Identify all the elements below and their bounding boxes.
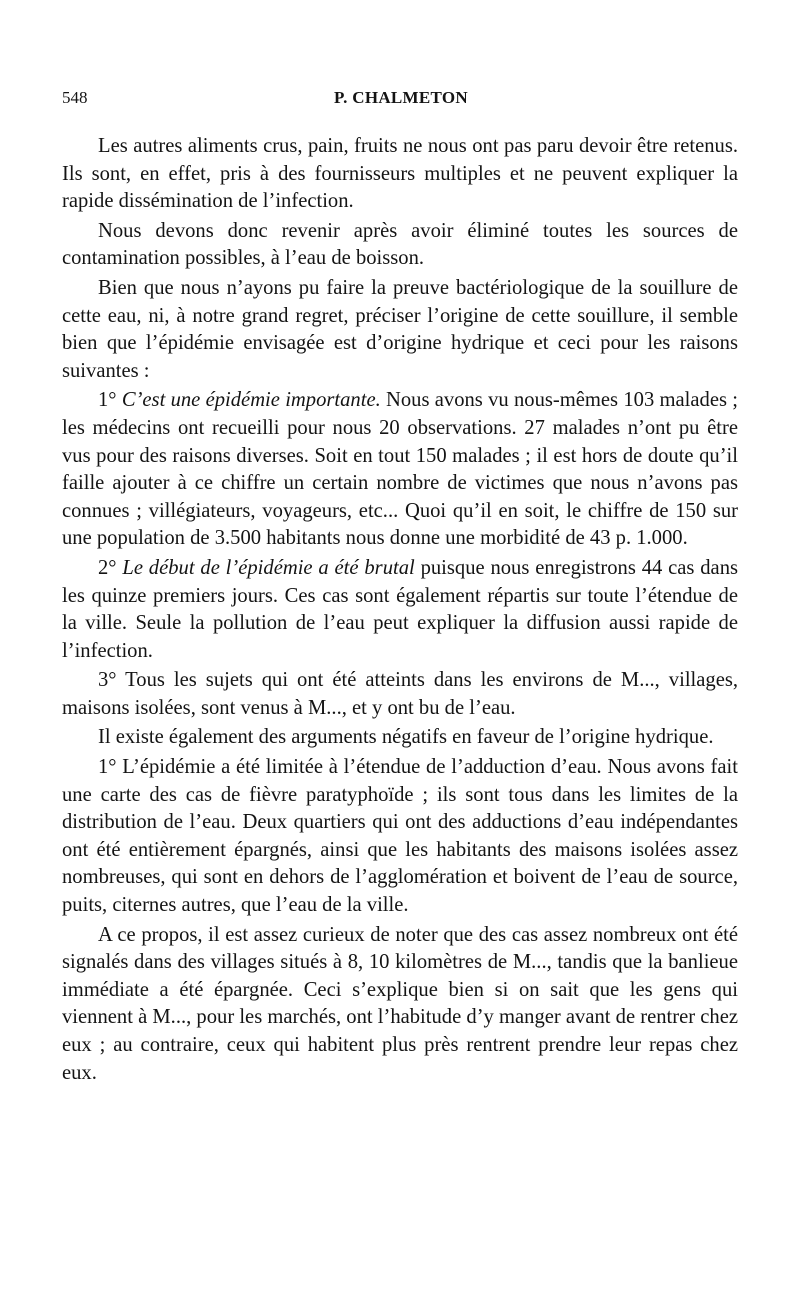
body-text [62, 133, 738, 1087]
paragraph-argument-1 [62, 387, 738, 553]
paragraph-text: Bien que nous n’ayons pu faire la preuve bactériologique de la souillure de cette eau, ni, à notre grand regret, préciser l’origine de cette souillure, il semble bien que l’épidémie envisagée est d’origine hydrique et ceci pour les raisons suivantes : [62, 276, 738, 382]
paragraph-eau-de-boisson [62, 218, 738, 273]
paragraph-text: 1° L’épidémie a été limitée à l’étendue de l’adduction d’eau. Nous avons fait une carte des cas de fièvre paratyphoïde ; ils sont tous dans les limites de la distribution de l’eau. Deux quartiers qui ont des adductions d’eau indépendantes ont été entièrement épargnés, ainsi que les habitants des maisons isolées assez nombreuses, qui sont en dehors de l’agglomération et boivent de l’eau de source, puits, citernes autres, que l’eau de la ville. [62, 756, 738, 917]
paragraph-origine-hydrique [62, 275, 738, 385]
page-number: 548 [62, 88, 88, 107]
paragraph-argument-2 [62, 555, 738, 665]
paragraph-text: Nous avons vu nous-mêmes 103 malades ; les médecins ont recueilli pour nous 20 observations. 27 malades n’ont pu être vus pour des raisons diverses. Soit en tout 150 malades ; il est hors de doute qu’il faille ajouter à ce chiffre un certain nombre de victimes que nous n’avons pas connues ; villégiateurs, voyageurs, etc... Quoi qu’il en soit, le chiffre de 150 sur une population de 3.500 habitants nous donne une morbidité de 43 p. 1.000. [62, 389, 738, 550]
paragraph-lead: 1° [98, 389, 122, 412]
paragraph-text: Nous devons donc revenir après avoir éliminé toutes les sources de contamination possibles, à l’eau de boisson. [62, 219, 738, 270]
paragraph-text: Il existe également des arguments négatifs en faveur de l’origine hydrique. [98, 726, 714, 749]
paragraph-text: puisque nous enregistrons 44 cas dans les quinze premiers jours. Ces cas sont également répartis sur toute l’étendue de la ville. Seule la pollution de l’eau peut expliquer la diffusion aussi rapide de l’infection. [62, 556, 739, 662]
paragraph-italic-heading: Le début de l’épidémie a été brutal [122, 556, 415, 579]
paragraph-text: 3° Tous les sujets qui ont été atteints dans les environs de M..., villages, maisons isolées, sont venus à M..., et y ont bu de l’eau. [62, 669, 738, 719]
page-header [62, 88, 740, 116]
running-head: P. CHALMETON [334, 88, 468, 107]
paragraph-aliments [62, 133, 738, 216]
paragraph-arguments-negatifs [62, 724, 738, 752]
paragraph-lead: 2° [98, 556, 123, 579]
paragraph-text: Les autres aliments crus, pain, fruits ne nous ont pas paru devoir être retenus. Ils sont, en effet, pris à des fournisseurs multiples et ne peuvent expliquer la rapide dissémination de l’infection. [62, 135, 738, 213]
paragraph-a-ce-propos [62, 922, 738, 1088]
paragraph-negatif-1 [62, 754, 738, 920]
paragraph-italic-heading: C’est une épidémie importante. [121, 389, 381, 412]
paragraph-argument-3 [62, 667, 738, 722]
paragraph-text: A ce propos, il est assez curieux de noter que des cas assez nombreux ont été signalés dans des villages situés à 8, 10 kilomètres de M..., tandis que la banlieue immédiate a été épargnée. Ceci s’explique bien si on sait que les gens qui viennent à M..., pour les marchés, ont l’habitude d’y manger avant de rentrer chez eux ; au contraire, ceux qui habitent plus près rentrent prendre leur repas chez eux. [62, 923, 738, 1084]
